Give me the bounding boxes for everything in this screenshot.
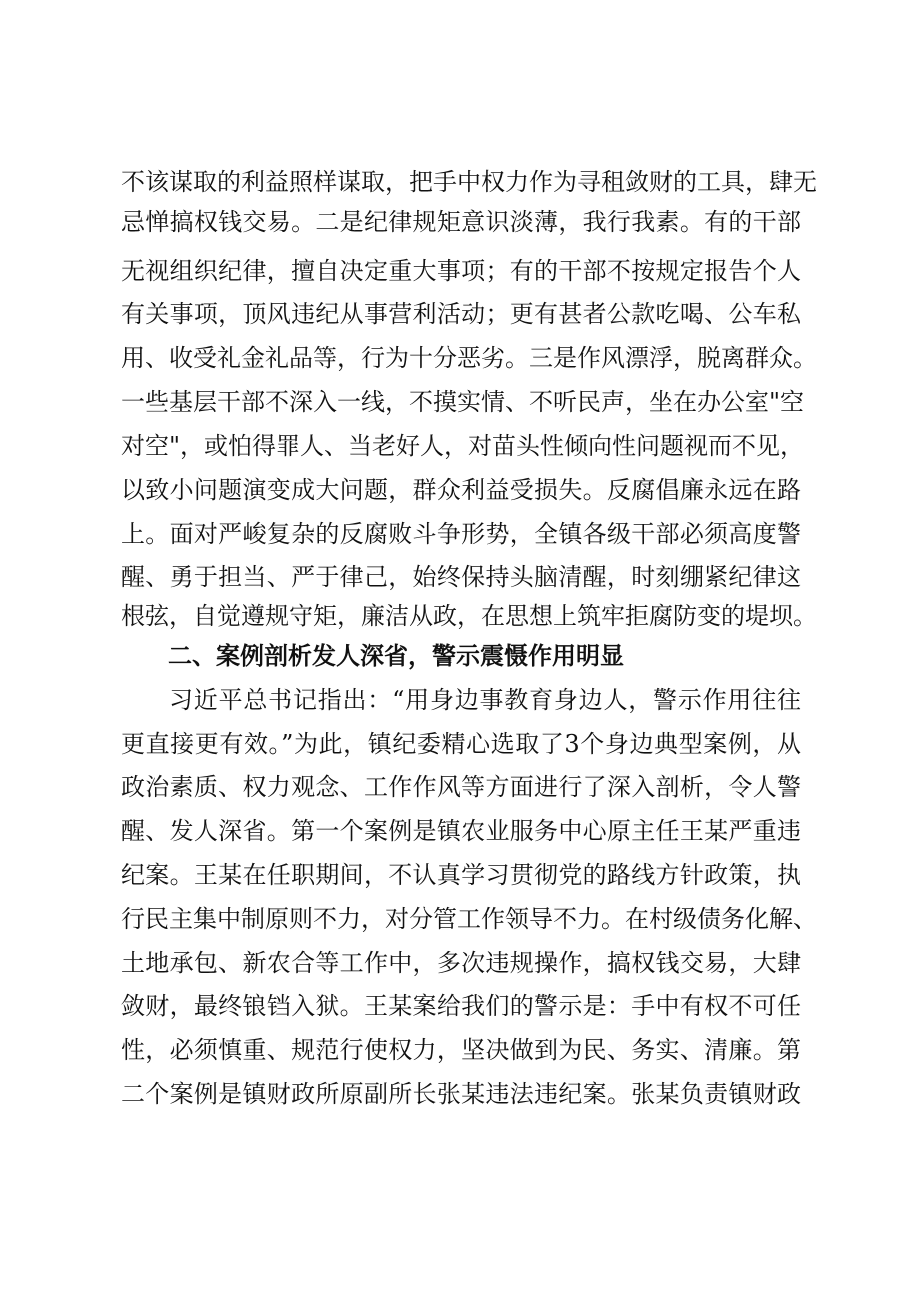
paragraph-line: 醒、勇于担当、严于律己，始终保持头脑清醒，时刻绷紧纪律这	[121, 563, 801, 591]
paragraph-line: 对空"，或怕得罪人、当老好人，对苗头性倾向性问题视而不见，	[121, 432, 805, 460]
paragraph-line: 行民主集中制原则不力，对分管工作领导不力。在村级债务化解、	[121, 905, 817, 933]
paragraph-line: 醒、发人深省。第一个案例是镇农业服务中心原主任王某严重违	[121, 817, 801, 845]
paragraph-line: 上。面对严峻复杂的反腐败斗争形势，全镇各级干部必须高度警	[121, 520, 801, 548]
paragraph-line: 更直接更有效。”为此，镇纪委精心选取了3个身边典型案例，从	[121, 730, 801, 758]
paragraph-line: 无视组织纪律，擅自决定重大事项；有的干部不按规定报告个人	[121, 257, 801, 285]
paragraph-line: 忌惮搞权钱交易。二是纪律规矩意识淡薄，我行我素。有的干部	[121, 208, 801, 236]
paragraph-line: 政治素质、权力观念、工作作风等方面进行了深入剖析，令人警	[121, 773, 801, 801]
paragraph-line: 一些基层干部不深入一线，不摸实情、不听民声，坐在办公室"空	[121, 388, 805, 416]
paragraph-line: 土地承包、新农合等工作中，多次违规操作，搞权钱交易，大肆	[121, 949, 801, 977]
paragraph-line: 以致小问题演变成大问题，群众利益受损失。反腐倡廉永远在路	[121, 476, 801, 504]
paragraph-line: 二个案例是镇财政所原副所长张某违法违纪案。张某负责镇财政	[121, 1080, 801, 1108]
paragraph-line: 根弦，自觉遵规守矩，廉洁从政，在思想上筑牢拒腐防变的堤坝。	[121, 602, 817, 630]
paragraph-line: 不该谋取的利益照样谋取，把手中权力作为寻租敛财的工具，肆无	[121, 168, 817, 196]
paragraph-line: 有关事项，顶风违纪从事营利活动；更有甚者公款吃喝、公车私	[121, 300, 801, 328]
section-heading: 二、案例剖析发人深省，警示震慑作用明显	[168, 642, 624, 670]
paragraph-line: 性，必须慎重、规范行使权力，坚决做到为民、务实、清廉。第	[121, 1036, 801, 1064]
paragraph-line: 用、收受礼金礼品等，行为十分恶劣。三是作风漂浮，脱离群众。	[121, 344, 817, 372]
paragraph-line: 习近平总书记指出：“用身边事教育身边人，警示作用往往	[169, 686, 801, 714]
paragraph-line: 敛财，最终锒铛入狱。王某案给我们的警示是：手中有权不可任	[121, 992, 801, 1020]
paragraph-line: 纪案。王某在任职期间，不认真学习贯彻党的路线方针政策，执	[121, 861, 801, 889]
